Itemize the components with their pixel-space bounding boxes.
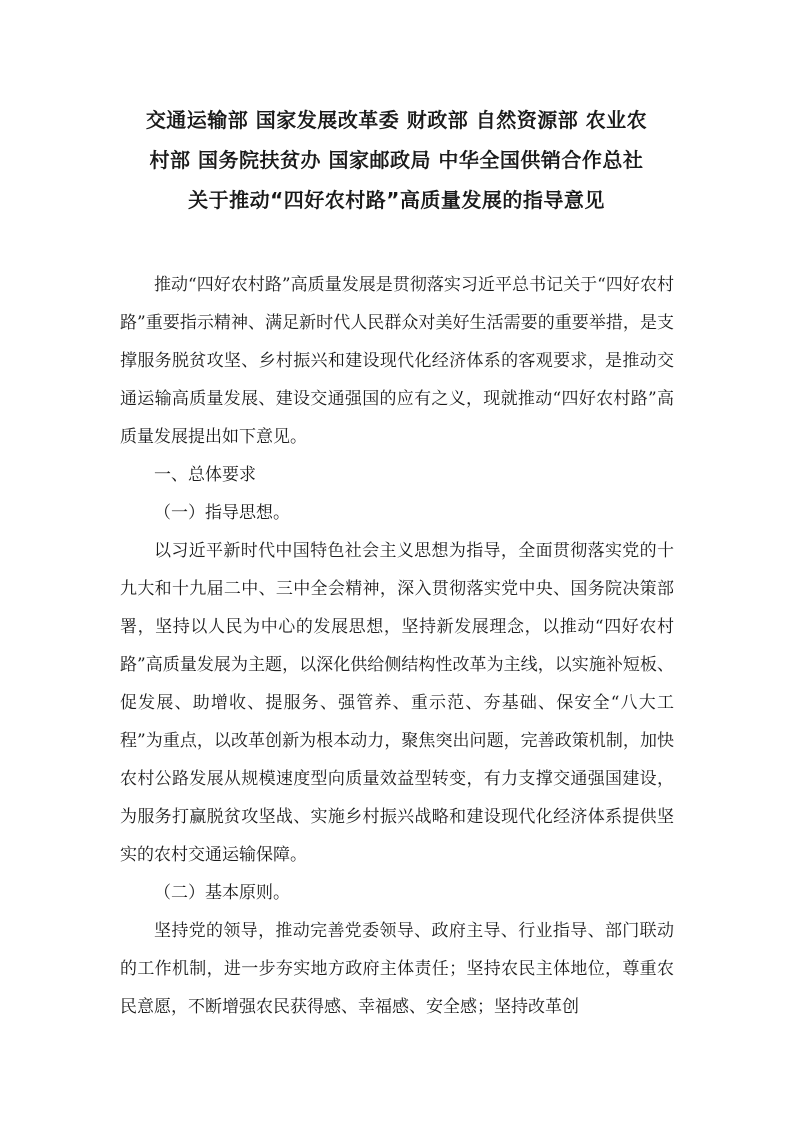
title-line-3: 关于推动“四好农村路”高质量发展的指导意见 [188, 188, 605, 212]
intro-paragraph: 推动“四好农村路”高质量发展是贯彻落实习近平总书记关于“四好农村路”重要指示精神、满足新时代人民群众对美好生活需要的重要举措，是支撑服务脱贫攻坚、乡村振兴和建设现代化经济体系的客观要求，是推动交通运输高质量发展、建设交通强国的应有之义，现就推动“四好农村路”高质量发展提出如下意见。 [120, 275, 674, 447]
title-line-2: 村部 国务院扶贫办 国家邮政局 中华全国供销合作总社 [149, 148, 644, 172]
subsection-heading-guiding-ideology: （一）指导思想。 [154, 503, 290, 523]
section-heading-overall-requirements: 一、总体要求 [154, 465, 256, 485]
document-title [100, 100, 693, 220]
guiding-ideology-paragraph: 以习近平新时代中国特色社会主义思想为指导，全面贯彻落实党的十九大和十九届二中、三中全会精神，深入贯彻落实党中央、国务院决策部署，坚持以人民为中心的发展思想，坚持新发展理念，以推动“四好农村路”高质量发展为主题，以深化供给侧结构性改革为主线，以实施补短板、促发展、助增收、提服务、强管养、重示范、夯基础、保安全“八大工程”为重点，以改革创新为根本动力，聚焦突出问题，完善政策机制，加快农村公路发展从规模速度型向质量效益型转变，有力支撑交通强国建设，为服务打赢脱贫攻坚战、实施乡村振兴战略和建设现代化经济体系提供坚实的农村交通运输保障。 [120, 541, 674, 865]
basic-principles-paragraph: 坚持党的领导，推动完善党委领导、政府主导、行业指导、部门联动的工作机制，进一步夯实地方政府主体责任；坚持农民主体地位，尊重农民意愿，不断增强农民获得感、幸福感、安全感；坚持改革创 [120, 921, 674, 1017]
title-line-1: 交通运输部 国家发展改革委 财政部 自然资源部 农业农 [145, 108, 648, 132]
document-body [120, 266, 674, 1026]
subsection-heading-basic-principles: （二）基本原则。 [154, 883, 290, 903]
